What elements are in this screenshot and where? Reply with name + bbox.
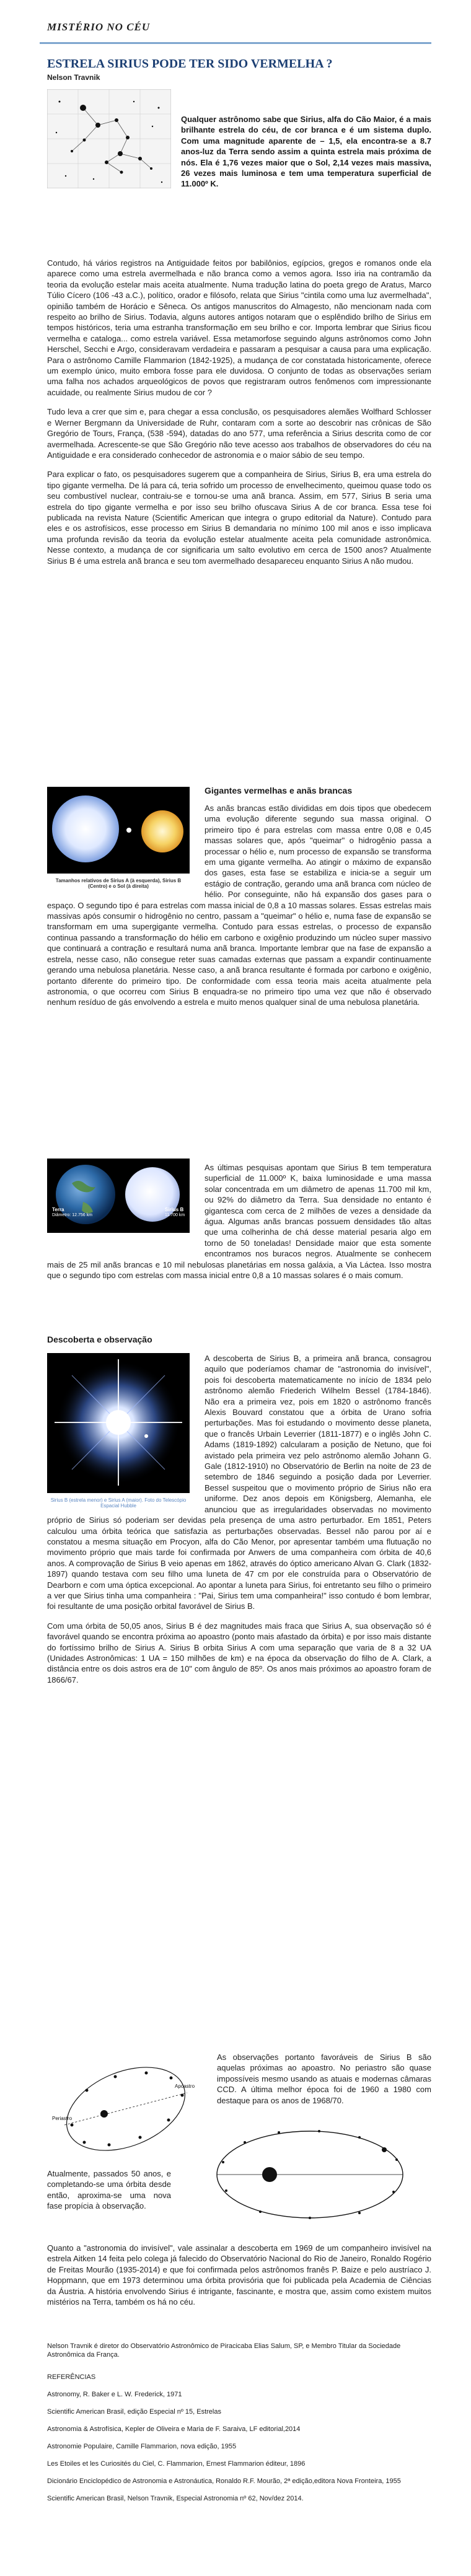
discovery-paragraph-1-text: A descoberta de Sirius B, a primeira anã branca, consagrou aquilo que poderíamos chamar de "astronomia do invisível", pois foi descoberta matematicamente no início de 1834 pelo astrônomo alemão Friederich Wilhelm Bessel (1784-1846). Não era a primeira vez, pois em 1820 o astrônomo francês Alexis Bouvard constatou que a órbita de Urano sofria perturbações. Mas foi estudando o movimento desse planeta, que o francês Urbain Leverrier (1811-1877) e o inglês John C. Adams (1819-1892) calcularam a posição de Netuno, que foi avistado pela primeira vez pelo astrônomo alemão Johann G. Gale (1812-1910) no Observatório de Berlin na noite de 23 de setembro de 1846 seguindo a posição dada por Leverrier. Bessel suspeitou que o movimento próprio de Sirius não era uniforme. Dez anos depois em Königsberg, Alemanha, ele anunciou que as irregularidades observadas no movimento próprio de Sirius só poderiam ser devidas pela presença de uma astro perturbador. Em 1851, Peters calculou uma órbita teórica que satisfazia as perturbações observadas. Bessel não parou por aí e constatou a mesma situação em Procyon, alfa do Cão Menor, por apresentar também uma flutuação no movimento próprio que mais tarde foi confirmada por Anwers de uma companheira com órbita de 40,6 anos. A comprovação de Sirius B veio apenas em 1862, através do óptico americano Alvan G. Clark (1832-1897) quando testava com seu filho uma luneta de 47 cm por ele construída para o Observatório de Dearborn e com uma óptica excepcional. Ao apontar a luneta para Sirius, foi entretanto seu filho o primeiro a ver que Sirius tinha uma companheira : "Pai, Sirius tem uma companheira!" isso contudo é bom lembrar, foi resultante de uma posição orbital favorável de Sirius B.: [47, 1354, 431, 1611]
giants-paragraph-2-text: As últimas pesquisas apontam que Sirius B tem temperatura superficial de 11.000º K, baixa luminosidade e uma massa solar concentrada em um diâmetro de apenas 11.700 mil km, ou 92% do diâmetro da Terra. Sua densidade no entanto é gigantesca com cerca de 2 milhões de vezes a densidade da água. Algumas anãs brancas possuem densidades tão altas que uma colherinha de chá desse material pesaria algo em torno de 50 toneladas! Densidade maior que esta somente encontramos nos buracos negros. Atualmente se conhecem mais de 25 mil anãs brancas e 10 mil nebulosas planetárias em nossa galáxia, a Via Láctea. Isso mostra que o segundo tipo com estrelas com massa inicial entre 0,8 a 10 massas solares é o mais comum.: [47, 1163, 431, 1281]
siriusb-diameter: 11.700 km: [165, 1213, 185, 1217]
sirius-sizes-caption: Tamanhos relativos de Sirius A (à esquerda), Sirius B (Centro) e o Sol (à direita): [55, 878, 182, 889]
discovery-paragraph-3-text: As observações portanto favoráveis de Sirius B são aquelas próximas ao apoastro. No periastro são quase impossíveis mesmo usando as atuais e modernas câmaras CCD. A última melhor época foi de 1960 a 1980 com destaque para os anos de 1968/70.: [217, 2052, 431, 2105]
giants-float-spacer-2: [47, 1162, 205, 1249]
discovery-paragraph-4: [47, 2168, 171, 2220]
giants-paragraph-2: [47, 1162, 431, 1289]
references-title: REFERÊNCIAS: [47, 2373, 96, 2381]
paragraph-2: Tudo leva a crer que sim e, para chegar a essa conclusão, os pesquisadores alemães Wolfhard Schlosser e Werner Bergmann da Universidade de Ruhr, contaram com a sorte ao descobrir nas crônicas de São Gregório de Tours, França, (538 -594), datadas do ano 577, uma referência a Sirius descrita como de cor avermelhada. Acrescente-se que São Gregório não teve acesso aos trabalhos de observadores do céu na Antiguidade e era considerado conhecedor de astronomia e o maior sábio de seu tempo.: [47, 407, 431, 460]
header-title: MISTÉRIO NO CÉU: [47, 21, 151, 33]
article-author: Nelson Travnik: [47, 73, 100, 82]
references: [47, 2373, 431, 2512]
reference-item: Scientific American Brasil, edição Especial nº 15, Estrelas: [47, 2408, 221, 2416]
earth-label: Terra: [52, 1207, 64, 1212]
discovery-paragraph-2-text: Com uma órbita de 50,05 anos, Sirius B é dez magnitudes mais fraca que Sirius A, sua observação só é favorável quando se encontra próxima ao apoastro (ponto mais afastado da órbita) e por isso mais distante do fortíssimo brilho de Sirius A. Sirius B orbita Sirius A com uma separação que varia de 8 a 32 UA (Unidades Astronômicas: 1 UA = 150 milhões de km) e na época da observação do filho de A. Clark, a distância entre os dois astros era de 10" com ângulo de 85º. Os anos mais próximos ao apoastro foram de 1866/67.: [47, 1621, 431, 1684]
discovery-paragraph-1: [47, 1353, 431, 1694]
author-note: Nelson Travnik é diretor do Observatório Astronômico de Piracicaba Elias Salum, SP, e Membro Titular da Sociedade Astronômica da França.: [47, 2342, 401, 2359]
star-chart-figure: [47, 89, 171, 188]
discovery-paragraph-5-text: Quanto a "astronomia do invisível", vale assinalar a descoberta em 1969 de um companheiro invisível na estrela Aitken 14 feita pelo colega já falecido do Observatório Nacional do Rio de Janeiro, Ronaldo Rogério de Freitas Mourão (1935-2014) e que foi confirmada pelos astrônomos franês P. Baize e pelo austríaco J. Hoppmann, que em 1973 determinou uma órbita provisória que foi publicada pela Academia de Ciências da Áustria. A história envolvendo Sirius é intrigante, fascinante, e mostra que, assim como existem muitos mistérios na Terra, também os há no céu.: [47, 2243, 431, 2307]
reference-item: Les Etoiles et les Curiosités du Ciel, C. Flammarion, Ernest Flammarion éditeur, 1896: [47, 2460, 306, 2468]
giants-section-title: Gigantes vermelhas e anãs brancas: [205, 786, 353, 795]
siriusb-label: Sirius B: [165, 1207, 184, 1212]
orbit-diagram-svg: [47, 2052, 205, 2163]
orbit-diagram-2-svg: [186, 2119, 431, 2230]
reference-item: Astronomie Populaire, Camille Flammarion, nova edição, 1955: [47, 2443, 237, 2450]
giants-paragraph-1-text: As anãs brancas estão divididas em dois tipos que obedecem uma evolução diferente segundo sua massa original. O primeiro tipo é para estrelas com massa entre 0,08 e 0,45 massas solares que, após "queimar" o hidrogênio passa a processar o hélio e, num processo de expansão se transforma em uma gigante vermelha. Ao atingir o máximo de expansão dos gases, esta fase se estabiliza e inicia-se a seguir um estágio de contração, gerando uma anã branca com núcleo de hélio. Por conseguinte, não há expansão dos gases para o espaço. O segundo tipo é para estrelas com massa inicial de 0,8 a 10 massas solares. Essas estrelas mais massivas após consumir o hidrogênio no centro, passam a "queimar" o hélio e, numa fase de expansão se transformam em uma supergigante vermelha. Contudo para essas estrelas, o processo de expansão continua passando a transformação do hélio em carbono e oxigênio produzindo um núcleo super massivo que continuará a contração e resultará numa anã branca. Importante lembrar que na fase de expansão a estrela, nesse caso, não consegue reter suas camadas externas que passam a expandir continuamente gerando uma nebulosa planetária. Nesse caso, a anã branca resultante é formada por carbono e oxigênio, portanto diferente do primeiro tipo. De conformidade com essa teoria mais aceita atualmente pela astronomia, o que ocorreu com Sirius B enquadra-se no primeiro tipo uma vez que não é observado nenhum resíduo de gás envolvendo a estrela e muito menos qualquer sinal de uma nebulosa planetária.: [47, 804, 431, 1007]
footer-note: [47, 2342, 431, 2359]
intro-paragraph: Qualquer astrônomo sabe que Sirius, alfa do Cão Maior, é a mais brilhante estrela do céu, de cor branca e é um sistema duplo. Com uma magnitude aparente de – 1,5, ela encontra-se a 8.7 anos-luz da Terra sendo assim a quinta estrela mais próxima de nós. Ela é 1,76 vezes maior que o Sol, 2,14 vezes mais massiva, 26 vezes mais luminosa e tem uma temperatura superficial de 11.000º K.: [181, 115, 431, 189]
orbit-diagram: [47, 2052, 205, 2163]
discovery-paragraph-4-text: Atualmente, passados 50 anos, e completando-se uma órbita desde então, aproxima-se uma nova fase propícia à observação.: [47, 2169, 171, 2211]
reference-item: Astronomy, R. Baker e L. W. Frederick, 1971: [47, 2391, 182, 2398]
header-divider: [40, 42, 431, 44]
paragraph-1: Contudo, há vários registros na Antiguidade feitos por babilônios, egípcios, gregos e romanos onde ela aparece como uma estrela avermelhada e não branca como a vemos agora. Isso iria na contramão da teoria da evolução estelar mais aceita atualmente. Numa tradução latina do poeta grego de Aratus, Marco Túlio Cícero (106 -43 a.C.), político, orador e filósofo, relata que Sirius "cintila como uma luz avermelhada", opinião também de Horácio e Sêneca. Os antigos manuscritos do Almagesto, não mencionam nada com respeito ao brilho de Sirius. Todavia, alguns autores antigos notaram que o esplêndido brilho de Sirius em tempos históricos, teria uma estranha transformação em seu brilho e cor. Importa lembrar que Sirius ficou vermelha e cataloga... como estrela variável. Essa metamorfose seguindo alguns astrônomos como John Herschel, Secchi e Argo, consideravam verdadeira e passaram a pesquisar a causa para uma explicação. Para o astrônomo Camille Flammarion (1842-1925), a mudança de cor constatada historicamente, oferece um exemplo único, muito embora fosse para ele duvidosa. O conjunto de todas as observações seriam uma falha nos achados arqueológicos de povos que registraram outros fenômenos com impressionante acuidade, ou realmente Sirius mudou de cor ?: [47, 258, 431, 397]
discovery-paragraph-5: [47, 2243, 431, 2316]
header-bar: [0, 0, 471, 45]
main-body: [47, 258, 431, 575]
orbit-sirius-a: [100, 2110, 108, 2118]
reference-item: Astronomia & Astrofísica, Kepler de Oliveira e Maria de F. Saraiva, LF editorial,2014: [47, 2425, 301, 2433]
article-title: ESTRELA SIRIUS PODE TER SIDO VERMELHA ?: [47, 57, 333, 71]
orbit-apoastron-label: Apoastro: [175, 2083, 195, 2089]
orbit2-sirius-b: [382, 2147, 387, 2152]
giants-paragraph-1: [47, 803, 431, 1017]
reference-item: Dicionário Enciclopédico de Astronomia e Astronáutica, Ronaldo R.F. Mourão, 2ª edição,editora Nova Fronteira, 1955: [47, 2477, 401, 2485]
star-chart-image: [47, 89, 171, 188]
hubble-caption: Sirius B (estrela menor) e Sirius A (maior). Foto do Telescópio Espacial Hubble: [50, 1497, 187, 1509]
giants-float-spacer: [47, 803, 205, 900]
orbit2-sirius-a: [262, 2167, 277, 2182]
discovery-float-spacer: [47, 1353, 205, 1508]
reference-item: Scientific American Brasil, Nelson Travnik, Especial Astronomia nº 62, Nov/dez 2014.: [47, 2495, 304, 2502]
discovery-paragraph-3: [217, 2052, 431, 2114]
paragraph-3: Para explicar o fato, os pesquisadores sugerem que a companheira de Sirius, Sirius B, era uma estrela do tipo gigante vermelha. De lá para cá, teria sofrido um processo de envelhecimento, queimou quase todo os seu combustível nuclear, contraiu-se e tornou-se uma anã branca. Assim, em 577, Sirius B seria uma estrela do tipo gigante vermelha e por isso seu brilho ofuscava Sirius A de cor branca. Essa tese foi publicada na revista Nature (Scientific American que integra o grupo editorial da Nature). Contudo para eles e os astrofísicos, esse processo em Sirius B demandaria no mínimo 100 mil anos e isso implicava uma profunda revisão da teoria da evolução estelar atualmente aceita pela comunidade astronômica. Nesse contexto, a mudança de cor significaria um salto evolutivo em cerca de 1500 anos? Atualmente Sirius B é uma estrela anã branca e seu tom avermelhado desapareceu enquanto Sirius A não mudou.: [47, 470, 431, 566]
earth-diameter: Diâmetro: 12.756 km: [52, 1213, 92, 1217]
discovery-section-title: Descoberta e observação: [47, 1334, 152, 1344]
orbit-periastron-label: Periastro: [52, 2116, 73, 2121]
orbit-diagram-2: [186, 2119, 431, 2230]
